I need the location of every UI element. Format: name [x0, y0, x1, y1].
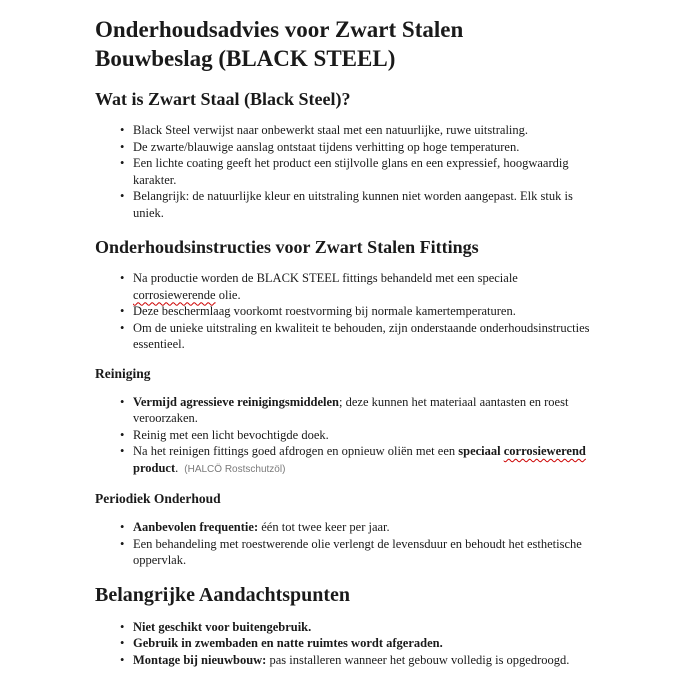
section-heading: Belangrijke Aandachtspunten [95, 583, 351, 606]
text-segment: Niet geschikt voor buitengebruik. [133, 619, 312, 634]
bullet-list [95, 619, 600, 669]
list-item [120, 635, 600, 652]
bullet-list [95, 270, 600, 353]
section-heading: Onderhoudsinstructies voor Zwart Stalen Fittings [95, 237, 479, 257]
list-item [120, 188, 600, 221]
text-segment: één tot twee keer per jaar. [258, 520, 390, 534]
spellcheck-flagged-text: corrosiewerend [503, 444, 586, 458]
text-segment: Vermijd agressieve reinigingsmiddelen [133, 394, 340, 409]
list-item [120, 139, 600, 156]
section-heading: Periodiek Onderhoud [95, 491, 221, 506]
list-item [120, 519, 600, 536]
bullet-list [95, 122, 600, 221]
text-segment: De zwarte/blauwige aanslag ontstaat tijdens verhitting op hoge temperaturen. [133, 139, 520, 154]
list-item [120, 619, 600, 636]
text-segment: Montage bij nieuwbouw: [133, 652, 267, 667]
document-sections [95, 88, 600, 668]
text-segment: olie. [215, 287, 241, 302]
text-segment: ; deze kunnen het materiaal aantasten en roest veroorzaken. [133, 394, 569, 425]
text-segment: Om de unieke uitstraling en kwaliteit te behouden, zijn onderstaande onderhoudsinstructies essentieel. [133, 320, 590, 351]
list-item [120, 394, 600, 427]
list-item [120, 652, 600, 669]
bullet-list [95, 519, 600, 569]
text-segment: Na het reinigen fittings goed afdrogen en opnieuw oliën met een [133, 444, 459, 458]
product-note: (HALCÖ Rostschutzöl) [184, 463, 286, 475]
text-segment: Een lichte coating geeft het product een stijlvolle glans en een expressief, hoogwaardig karakter. [133, 156, 569, 187]
spellcheck-flagged-text: corrosiewerende [133, 287, 216, 302]
text-segment: Belangrijk: de natuurlijke kleur en uitstraling kunnen niet worden aangepast. Elk stuk is uniek. [133, 189, 573, 220]
document-title: Onderhoudsadvies voor Zwart Stalen Bouwbeslag (BLACK STEEL) [95, 17, 464, 71]
text-segment: pas installeren wanneer het gebouw volledig is opgedroogd. [266, 652, 570, 667]
list-item [120, 536, 600, 569]
text-segment: Aanbevolen frequentie: [133, 520, 259, 534]
list-item [120, 443, 600, 478]
list-item [120, 303, 600, 320]
text-segment: . [175, 460, 179, 475]
list-item [120, 270, 600, 303]
list-item [120, 155, 600, 188]
list-item [120, 427, 600, 444]
text-segment: Deze beschermlaag voorkomt roestvorming bij normale kamertemperaturen. [133, 304, 516, 318]
text-segment: Black Steel verwijst naar onbewerkt staal met een natuurlijke, ruwe uitstraling. [133, 123, 529, 137]
text-segment: Na productie worden de BLACK STEEL fittings behandeld met een speciale [133, 271, 518, 285]
text-segment: product [133, 460, 176, 475]
list-item [120, 122, 600, 139]
text-segment: Een behandeling met roestwerende olie verlengt de levensduur en behoudt het esthetische oppervlak. [133, 536, 582, 567]
section-heading: Wat is Zwart Staal (Black Steel)? [95, 89, 351, 109]
section-heading: Reiniging [95, 365, 151, 381]
text-segment: speciaal [458, 444, 504, 458]
list-item [120, 320, 600, 353]
bullet-list [95, 394, 600, 479]
text-segment: Reinig met een licht bevochtigde doek. [133, 427, 329, 442]
text-segment: Gebruik in zwembaden en natte ruimtes wordt afgeraden. [133, 636, 443, 650]
